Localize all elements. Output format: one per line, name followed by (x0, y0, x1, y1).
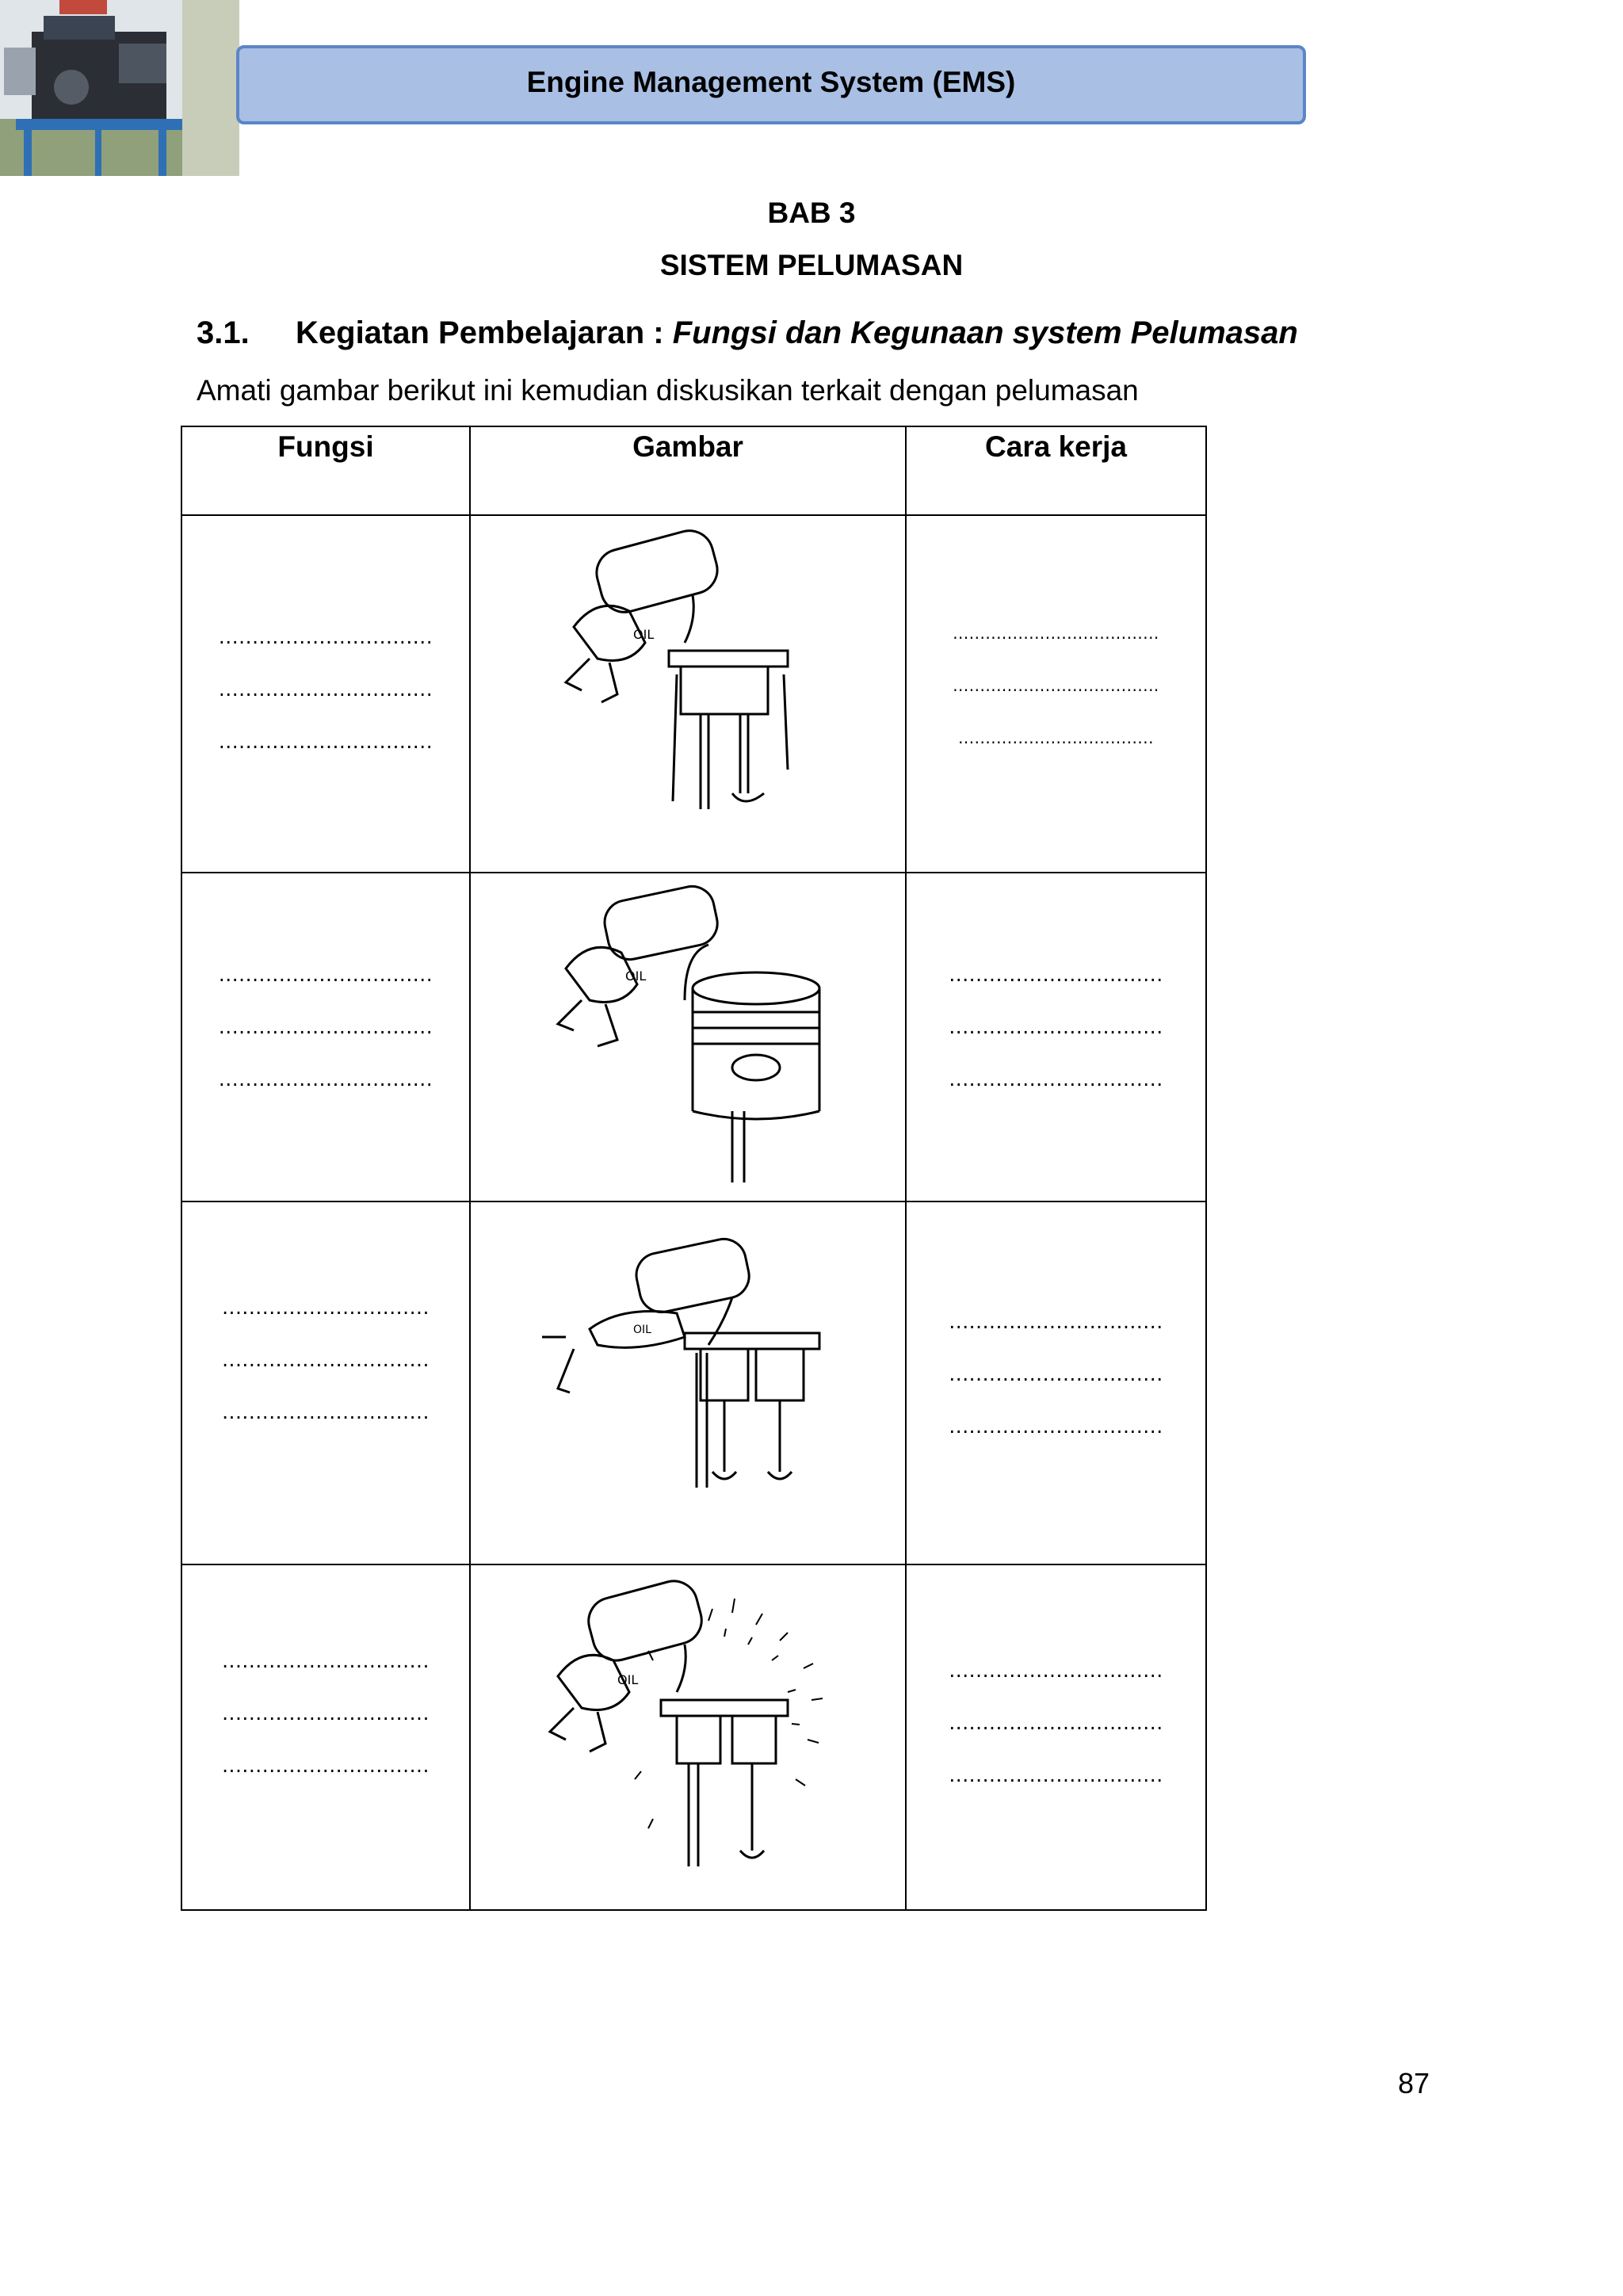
fill-line[interactable]: ................................ (218, 1068, 433, 1091)
fill-line[interactable]: ................................ (949, 1068, 1163, 1091)
section-heading (197, 315, 1298, 351)
table-row (181, 515, 1206, 873)
fill-line[interactable]: ............................... (222, 1754, 430, 1777)
oil-cleaning-illustration (471, 1202, 907, 1559)
fill-line[interactable]: ................................ (949, 1415, 1163, 1438)
fill-line[interactable]: ................................ (949, 963, 1163, 986)
illustration-cell (470, 515, 906, 873)
fill-line[interactable]: ................................ (949, 1362, 1163, 1385)
fill-line[interactable]: ............................... (222, 1702, 430, 1725)
fill-line[interactable]: ................................ (218, 963, 433, 986)
illustration-cell (470, 1201, 906, 1564)
fill-line[interactable]: ................................ (949, 1659, 1163, 1682)
worksheet-table (181, 426, 1207, 1911)
header-banner (236, 45, 1306, 124)
fill-line[interactable]: ...................................... (953, 676, 1159, 695)
oil-sealing-illustration (471, 873, 907, 1198)
cara-kerja-cell (906, 873, 1206, 1201)
instruction-text: Amati gambar berikut ini kemudian diskusikan terkait dengan pelumasan (197, 374, 1139, 407)
fill-line[interactable]: ................................ (218, 678, 433, 701)
oil-label: OIL (617, 1672, 639, 1687)
fill-line[interactable]: ................................ (218, 730, 433, 753)
chapter-title: SISTEM PELUMASAN (659, 249, 964, 281)
illustration-cell (470, 1564, 906, 1910)
oil-label: OIL (625, 968, 647, 984)
section-number: 3.1. (197, 315, 250, 350)
header-title: Engine Management System (EMS) (526, 66, 1016, 98)
fungsi-cell (181, 1201, 470, 1564)
fungsi-cell (181, 873, 470, 1201)
cara-kerja-cell (906, 515, 1206, 873)
fill-line[interactable]: .................................... (958, 728, 1154, 747)
fill-line[interactable]: ................................ (949, 1711, 1163, 1734)
fill-line[interactable]: ............................... (222, 1400, 430, 1423)
oil-label: OIL (633, 1324, 651, 1336)
page-number: 87 (1398, 2067, 1430, 2099)
cara-kerja-cell (906, 1201, 1206, 1564)
oil-lubricating-illustration (471, 1565, 907, 1906)
table-row (181, 873, 1206, 1201)
section-subtitle: Fungsi dan Kegunaan system Pelumasan (672, 315, 1298, 350)
engine-trainer-photo (0, 0, 239, 176)
cara-kerja-cell (906, 1564, 1206, 1910)
fill-line[interactable]: ................................ (218, 1015, 433, 1038)
oil-label: OIL (633, 627, 655, 642)
oil-cooling-illustration (471, 516, 907, 865)
fungsi-cell (181, 515, 470, 873)
fill-line[interactable]: ...................................... (953, 624, 1159, 643)
fill-line[interactable]: ............................... (222, 1348, 430, 1371)
illustration-cell (470, 873, 906, 1201)
table-row (181, 1201, 1206, 1564)
fill-line[interactable]: ............................... (222, 1649, 430, 1672)
fill-line[interactable]: ................................ (949, 1310, 1163, 1333)
header-cara-kerja: Cara kerja (906, 426, 1206, 515)
section-label: Kegiatan Pembelajaran : (296, 315, 664, 350)
table-header-row (181, 426, 1206, 515)
fungsi-cell (181, 1564, 470, 1910)
fill-line[interactable]: ................................ (949, 1763, 1163, 1786)
table-row (181, 1564, 1206, 1910)
header-fungsi: Fungsi (181, 426, 470, 515)
header-gambar: Gambar (470, 426, 906, 515)
chapter-number: BAB 3 (767, 197, 856, 229)
fill-line[interactable]: ............................... (222, 1296, 430, 1319)
fill-line[interactable]: ................................ (949, 1015, 1163, 1038)
fill-line[interactable]: ................................ (218, 625, 433, 648)
